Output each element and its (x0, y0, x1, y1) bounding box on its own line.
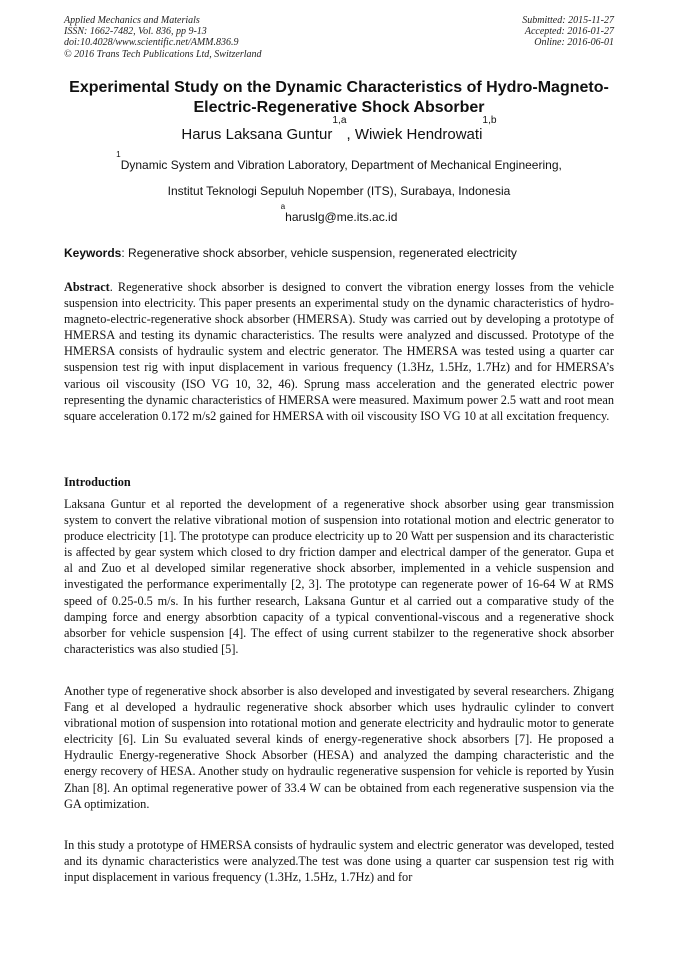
author-separator: , (346, 126, 355, 143)
online-date: Online: 2016-06-01 (534, 37, 614, 49)
author-email (40, 202, 638, 224)
journal-info (64, 15, 364, 60)
keywords-text: : Regenerative shock absorber, vehicle suspension, regenerated electricity (121, 246, 517, 260)
abstract-label: Abstract (64, 280, 110, 294)
intro-paragraph-3: In this study a prototype of HMERSA consists of hydraulic system and electric generator was developed, tested and its dynamic characteristics were analyzed.The test was done using a quarter car suspension test rig with input displacement in various frequency (1.3Hz, 1.5Hz, 1.7Hz) and for (64, 838, 614, 885)
affiliation-mark: 1 (116, 150, 121, 160)
accepted-date: Accepted: 2016-01-27 (524, 26, 614, 38)
abstract (64, 279, 614, 424)
intro-paragraph-1: Laksana Guntur et al reported the development of a regenerative shock absorber using gear transmission system to convert the relative vibrational motion of suspension into rotational motion and electric generator to produce electricity [1]. The prototype can produce electricity up to 20 Watt per suspension and its characteristic is affected by gear system which closed to dry friction damper and electrical damper of the generator. Gupa et al and Zuo et al developed similar regenerative shock absorber, implemented in a vehicle suspension and investigated the performance experimentally [2, 3]. The prototype can regenerate power of 16-64 W at RMS speed of 0.25-0.5 m/s. In his further research, Laksana Guntur et al carried out a comparative study of the damping force and energy absorbtion capacity of a typical conventional-viscous and a regenerative shock absorber for vehicle suspension [4]. The effect of using current stabilzer to the regenerative shock absorber characteristics was also studied [5]. (64, 497, 614, 656)
author-list (40, 115, 638, 145)
title-line-1: Experimental Study on the Dynamic Characteristics of Hydro-Magneto- (69, 79, 609, 96)
affiliation-line-2: Institut Teknologi Sepuluh Nopember (ITS), Surabaya, Indonesia (167, 184, 511, 198)
affiliation-line-1 (40, 150, 638, 172)
author-affiliation-mark: 1,b (482, 115, 497, 127)
affiliation-text: Dynamic System and Vibration Laboratory, Department of Mechanical Engineering, (120, 158, 562, 172)
submission-dates (414, 15, 614, 49)
author-name: Wiwiek Hendrowati (354, 126, 483, 143)
intro-paragraph-2: Another type of regenerative shock absorber is also developed and investigated by several researchers. Zhigang Fang et al developed a hydraulic regenerative shock absorber which uses hydraulic cylinder to convert vibrational motion of suspension into rotational motion and generate electricity and hydraulic motor to generate electricity [6]. Lin Su evaluated several kinds of energy-regenerative shock absorbers [7]. He proposed a Hydraulic Energy-regenerative Shock Absorber (HESA) and analyzed the damping characteristic and the energy recovery of HESA. Another study on hydraulic regenerative suspension for vehicle is reported by Yusin Zhan [8]. An optimal regenerative power of 33.4 W can be obtained from each regenerative suspension via the GA optimization. (64, 684, 614, 811)
title-line-2: Electric-Regenerative Shock Absorber (193, 99, 485, 116)
email-mark: a (280, 202, 286, 212)
paper-title (50, 78, 628, 118)
author-name: Harus Laksana Guntur (181, 126, 333, 143)
journal-copyright: © 2016 Trans Tech Publications Ltd, Switzerland (64, 48, 262, 60)
email-address: haruslg@me.its.ac.id (285, 210, 398, 224)
submitted-date: Submitted: 2015-11-27 (522, 15, 614, 26)
abstract-text: . Regenerative shock absorber is designed to convert the vibration energy losses from the vehicle suspension into electricity. This paper presents an experimental study on the dynamic characteristics of hydro-magneto-electric-regenerative shock absorber (HMERSA). Study was carried out by developing a prototype of HMERSA and testing its dynamic characteristics. The results were analyzed and discussed. Prototype of the HMERSA consists of hydraulic system and electric generator. The HMERSA was tested using a quarter car suspension test rig with input displacement in various frequency (1.3Hz, 1.5Hz, 1.7Hz) and for HMERSA’s various oil viscousity (ISO VG 10, 32, 46). Sprung mass acceleration and the generated electric power representing the dynamic characteristics of HMERSA were measured. Maximum power 2.5 watt and root mean square acceleration 0.172 m/s2 gained for HMERSA with oil viscousity ISO VG 10 at all excitation frequency. (64, 280, 614, 423)
section-heading-introduction: Introduction (64, 475, 131, 489)
keywords (64, 246, 624, 260)
journal-name: Applied Mechanics and Materials (64, 15, 200, 26)
journal-doi: doi:10.4028/www.scientific.net/AMM.836.9 (64, 37, 239, 49)
journal-issn: ISSN: 1662-7482, Vol. 836, pp 9-13 (64, 26, 207, 38)
keywords-label: Keywords (64, 246, 122, 260)
author-affiliation-mark: 1,a (332, 115, 347, 127)
